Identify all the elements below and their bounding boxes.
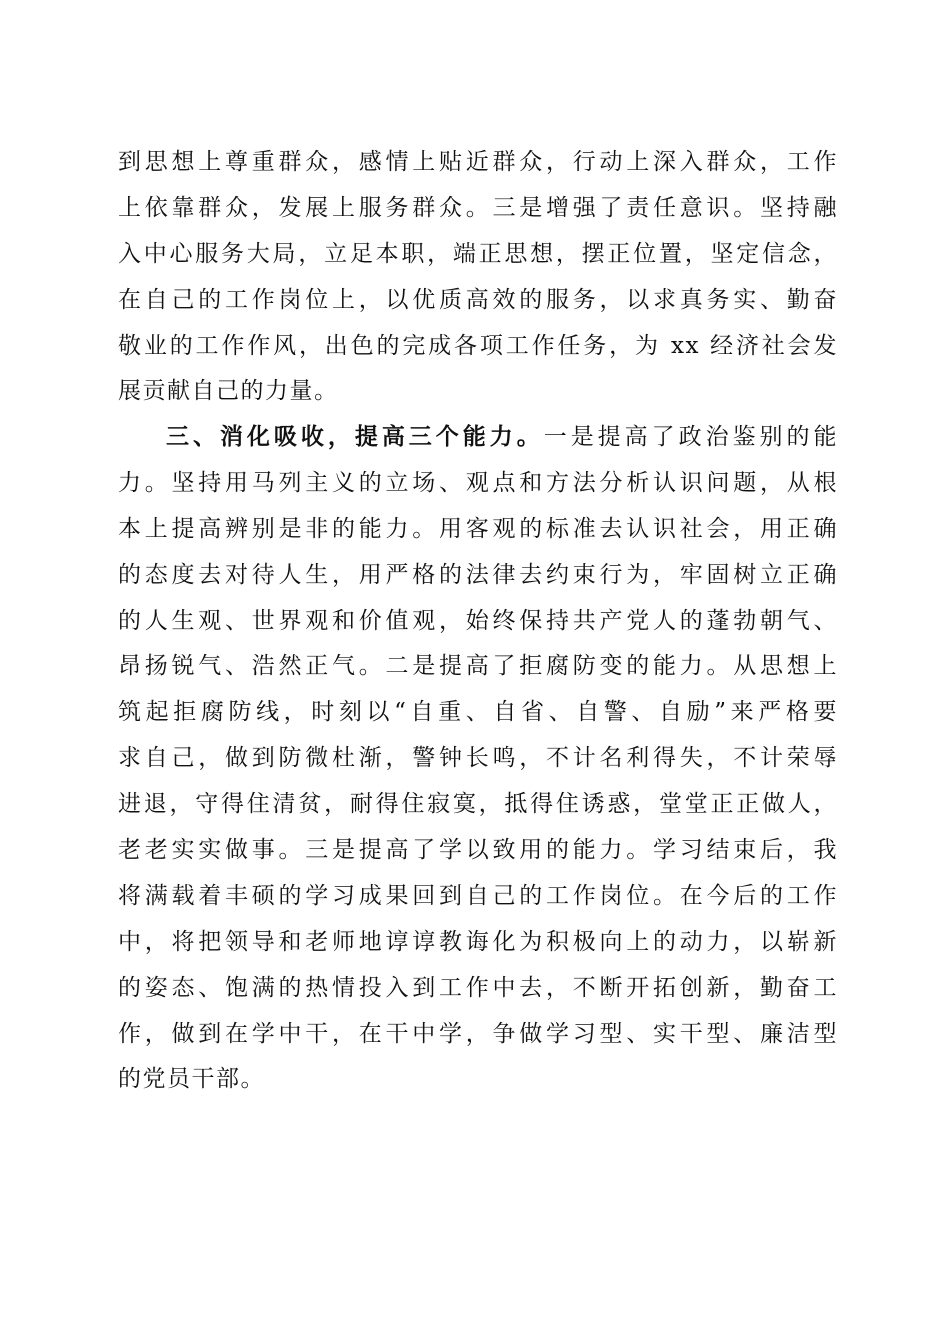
- paragraph-responsibility: [118, 140, 838, 415]
- text-line: 筑起拒腐防线，时刻以“自重、自省、自警、自励”来严格要: [118, 699, 838, 726]
- text-line: 力。坚持用马列主义的立场、观点和方法分析认识问题，从根: [118, 469, 838, 496]
- section-heading: 三、消化吸收，提高三个能力。: [166, 424, 544, 450]
- text-line: 本上提高辨别是非的能力。用客观的标准去认识社会，用正确: [118, 515, 838, 542]
- section-heading-line: [118, 415, 838, 461]
- text-line: 的人生观、世界观和价值观，始终保持共产党人的蓬勃朝气、: [118, 607, 838, 634]
- text-line: 在自己的工作岗位上，以优质高效的服务，以求真务实、勤奋: [118, 286, 838, 313]
- text-line: 展贡献自己的力量。: [118, 378, 339, 405]
- text-line: 到思想上尊重群众，感情上贴近群众，行动上深入群众，工作: [118, 149, 838, 175]
- text-line: 求自己，做到防微杜渐，警钟长鸣，不计名利得失，不计荣辱: [118, 745, 838, 772]
- text-line: 的姿态、饱满的热情投入到工作中去，不断开拓创新，勤奋工: [118, 974, 838, 1001]
- text-line: 敬业的工作作风，出色的完成各项工作任务，为 xx 经济社会发: [118, 332, 838, 359]
- text-line: 上依靠群众，发展上服务群众。三是增强了责任意识。坚持融: [118, 194, 838, 221]
- text-line: 老老实实做事。三是提高了学以致用的能力。学习结束后，我: [118, 837, 838, 864]
- text-line: 昂扬锐气、浩然正气。二是提高了拒腐防变的能力。从思想上: [118, 653, 838, 680]
- text-line: 进退，守得住清贫，耐得住寂寞，抵得住诱惑，堂堂正正做人，: [118, 791, 838, 818]
- text-line: 的党员干部。: [118, 1066, 265, 1093]
- text-run: 一是提高了政治鉴别的能: [543, 424, 839, 450]
- text-line: 作，做到在学中干，在干中学，争做学习型、实干型、廉洁型: [118, 1020, 838, 1047]
- paragraph-three-abilities: [118, 415, 838, 1103]
- text-line: 中，将把领导和老师地谆谆教诲化为积极向上的动力，以崭新: [118, 928, 838, 955]
- text-line: 的态度去对待人生，用严格的法律去约束行为，牢固树立正确: [118, 561, 838, 588]
- text-line: 将满载着丰硕的学习成果回到自己的工作岗位。在今后的工作: [118, 882, 838, 909]
- text-line: 入中心服务大局，立足本职，端正思想，摆正位置，坚定信念，: [118, 240, 838, 267]
